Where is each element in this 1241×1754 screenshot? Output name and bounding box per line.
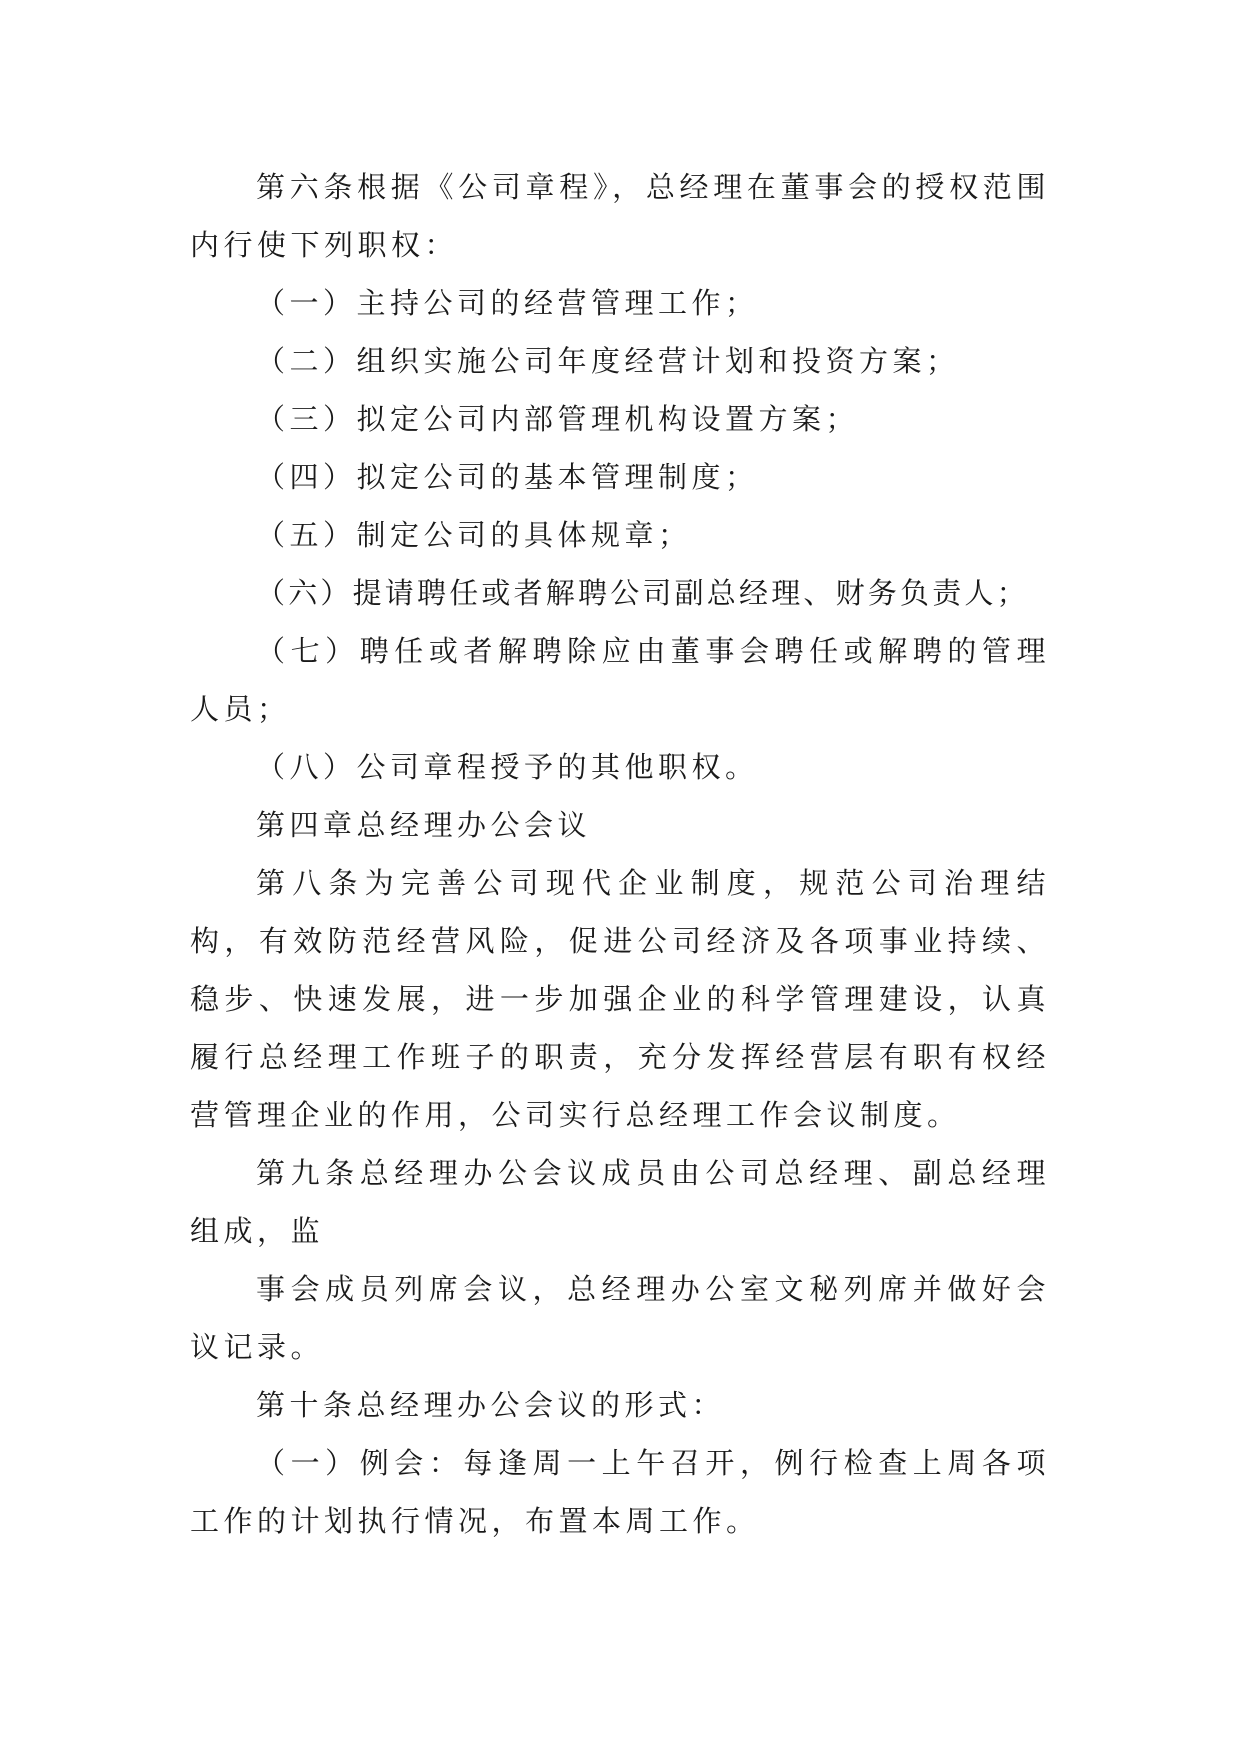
item-2-paragraph: （二）组织实施公司年度经营计划和投资方案；: [256, 344, 960, 378]
article-9-paragraph: 第九条总经理办公会议成员由公司总经理、副总经理组成，监: [190, 1156, 1050, 1248]
item-8-paragraph: （八）公司章程授予的其他职权。: [256, 750, 759, 784]
article-6-paragraph: 第六条根据《公司章程》，总经理在董事会的授权范围内行使下列职权：: [190, 170, 1050, 262]
document-body: [190, 158, 1050, 1550]
item-5-paragraph: （五）制定公司的具体规章；: [256, 518, 692, 552]
item-10-1-paragraph: （一）例会：每逢周一上午召开，例行检查上周各项工作的计划执行情况，布置本周工作。: [190, 1446, 1050, 1538]
article-10-paragraph: 第十条总经理办公会议的形式：: [256, 1388, 726, 1422]
article-9-continuation-paragraph: 事会成员列席会议，总经理办公室文秘列席并做好会议记录。: [190, 1272, 1050, 1364]
chapter-4-heading: 第四章总经理办公会议: [256, 808, 592, 842]
item-6-paragraph: （六）提请聘任或者解聘公司副总经理、财务负责人；: [256, 576, 1029, 610]
item-3-paragraph: （三）拟定公司内部管理机构设置方案；: [256, 402, 860, 436]
item-4-paragraph: （四）拟定公司的基本管理制度；: [256, 460, 759, 494]
item-1-paragraph: （一）主持公司的经营管理工作；: [256, 286, 759, 320]
article-8-paragraph: 第八条为完善公司现代企业制度，规范公司治理结构，有效防范经营风险，促进公司经济及各项事业持续、稳步、快速发展，进一步加强企业的科学管理建设，认真履行总经理工作班子的职责，充分发挥经营层有职有权经营管理企业的作用，公司实行总经理工作会议制度。: [190, 866, 1050, 1132]
item-7-paragraph: （七）聘任或者解聘除应由董事会聘任或解聘的管理人员；: [190, 634, 1050, 726]
